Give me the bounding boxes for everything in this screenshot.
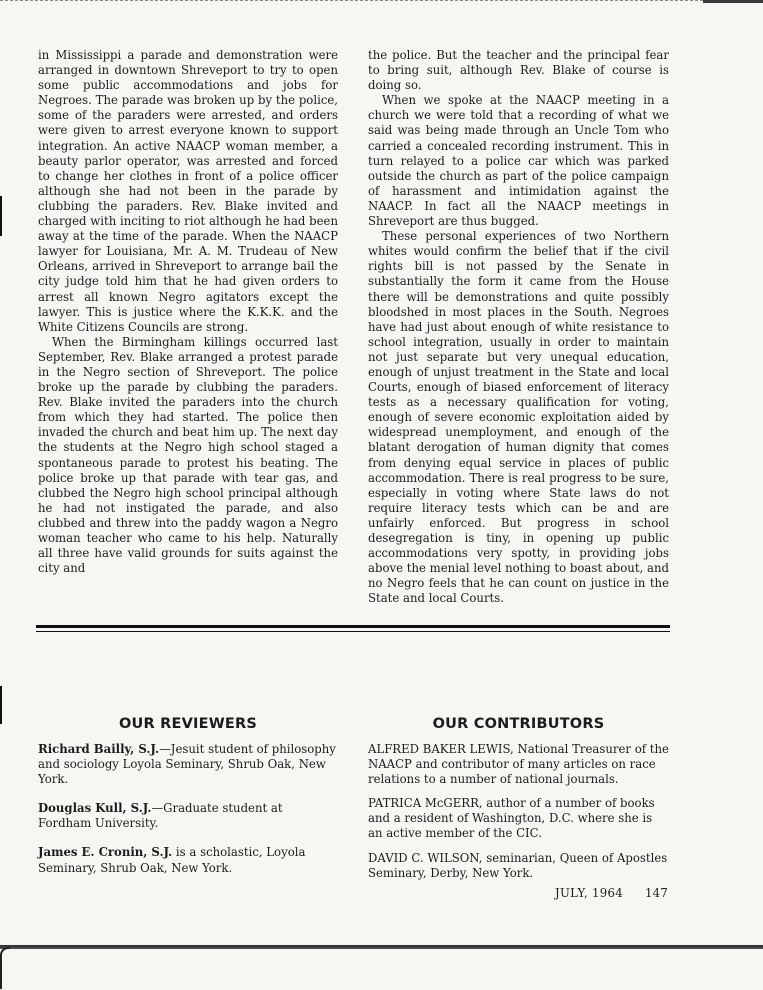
scan-corner-mark xyxy=(0,947,10,989)
contributor-entry: PATRICA McGERR, author of a number of books and a resident of Washington, D.C. where she is an active member of the CIC. xyxy=(368,796,655,841)
reviewer-entry xyxy=(38,742,338,787)
reviewer-description: —Jesuit student of philosophy and sociology Loyola Seminary, Shrub Oak, New York. xyxy=(38,742,336,787)
scan-bottom-edge xyxy=(0,945,763,949)
article-paragraph: in Mississippi a parade and demonstration were arranged in downtown Shreveport to try to open some public accommodations and jobs for Negroes. The parade was broken up by the police, some of the paraders were arrested, and orders were given to arrest everyone known to support integration. An active NAACP woman member, a beauty parlor operator, was arrested and forced to change her clothes in front of a police officer although she had not been in the parade by clubbing the paraders. Rev. Blake invited and charged with inciting to riot although he had been away at the time of the parade. When the NAACP lawyer for Louisiana, Mr. A. M. Trudeau of New Orleans, arrived in Shreveport to arrange bail the city judge told him that he had given orders to arrest all known Negro agitators except the lawyer. This is justice where the K.K.K. and the White Citizens Councils are strong. xyxy=(38,48,338,334)
article-paragraph: the police. But the teacher and the principal fear to bring suit, although Rev. Blake of course is doing so. xyxy=(368,48,669,93)
contributors-list xyxy=(368,742,669,890)
article-paragraph: When we spoke at the NAACP meeting in a church we were told that a recording of what we said was being made through an Uncle Tom who carried a concealed recording instrument. This in turn relayed to a police car which was parked outside the church as part of the police campaign of harassment and intimidation against the NAACP. In fact all the NAACP meetings in Shreveport are thus bugged. xyxy=(368,93,669,229)
reviewer-description: is a scholastic, Loyola Seminary, Shrub Oak, New York. xyxy=(38,845,306,875)
reviewer-name: Douglas Kull, S.J. xyxy=(38,801,152,816)
scan-edge-mark xyxy=(703,0,763,3)
reviewer-name: Richard Bailly, S.J. xyxy=(38,742,160,756)
scan-edge-top xyxy=(0,0,763,1)
reviewer-name: James E. Cronin, S.J. xyxy=(38,845,173,860)
reviewer-description: —Graduate student at Fordham University. xyxy=(38,801,283,831)
reviewers-list xyxy=(38,742,338,890)
page-number: 147 xyxy=(644,886,669,900)
contributor-entry: ALFRED BAKER LEWIS, National Treasurer of the NAACP and contributor of many articles on race relations to a number of national journals. xyxy=(368,742,669,787)
reviewer-entry xyxy=(38,845,338,875)
article-column-left xyxy=(38,48,338,576)
issue-date: JULY, 1964 xyxy=(555,886,623,900)
section-divider-thin xyxy=(36,631,670,632)
article-column-right xyxy=(368,48,669,606)
contributor-entry: DAVID C. WILSON, seminarian, Queen of Apostles Seminary, Derby, New York. xyxy=(368,850,668,880)
reviewers-heading: OUR REVIEWERS xyxy=(118,716,257,732)
page-footer xyxy=(555,886,668,900)
margin-mark xyxy=(0,686,2,724)
article-paragraph: These personal experiences of two Northern whites would confirm the belief that if the civil rights bill is not passed by the Senate in substantially the form it came from the House there will be demonstrations and quite possibly bloodshed in most places in the South. Negroes have had just about enough of white resistance to school integration, usually in order to maintain not just separate but very unequal education, enough of unjust treatment in the State and local Courts, enough of biased enforcement of literacy tests as a necessary qualification for voting, enough of severe economic exploitation aided by widespread unemployment, and enough of the blatant derogation of human dignity that comes from denying equal service in places of public accommodation. There is real progress to be sure, especially in voting where State laws do not require literacy tests which can be and are unfairly enforced. But progress in school desegregation is tiny, in opening up public accommodations very spotty, in providing jobs above the menial level nothing to boast about, and no Negro feels that he can count on justice in the State and local Courts. xyxy=(368,229,669,606)
section-divider-thick xyxy=(36,625,670,628)
contributors-heading: OUR CONTRIBUTORS xyxy=(432,716,605,732)
article-paragraph: When the Birmingham killings occurred last September, Rev. Blake arranged a protest parade in the Negro section of Shreveport. The police broke up the parade by clubbing the paraders. Rev. Blake invited the paraders into the church from which they had started. The police then invaded the church and beat him up. The next day the students at the Negro high school staged a spontaneous parade to protest his beating. The police broke up that parade with tear gas, and clubbed the Negro high school principal although he had not instigated the parade, and also clubbed and threw into the paddy wagon a Negro woman teacher who came to his help. Naturally all three have valid grounds for suits against the city and xyxy=(38,334,338,576)
reviewer-entry xyxy=(38,801,338,831)
margin-mark xyxy=(0,196,2,236)
